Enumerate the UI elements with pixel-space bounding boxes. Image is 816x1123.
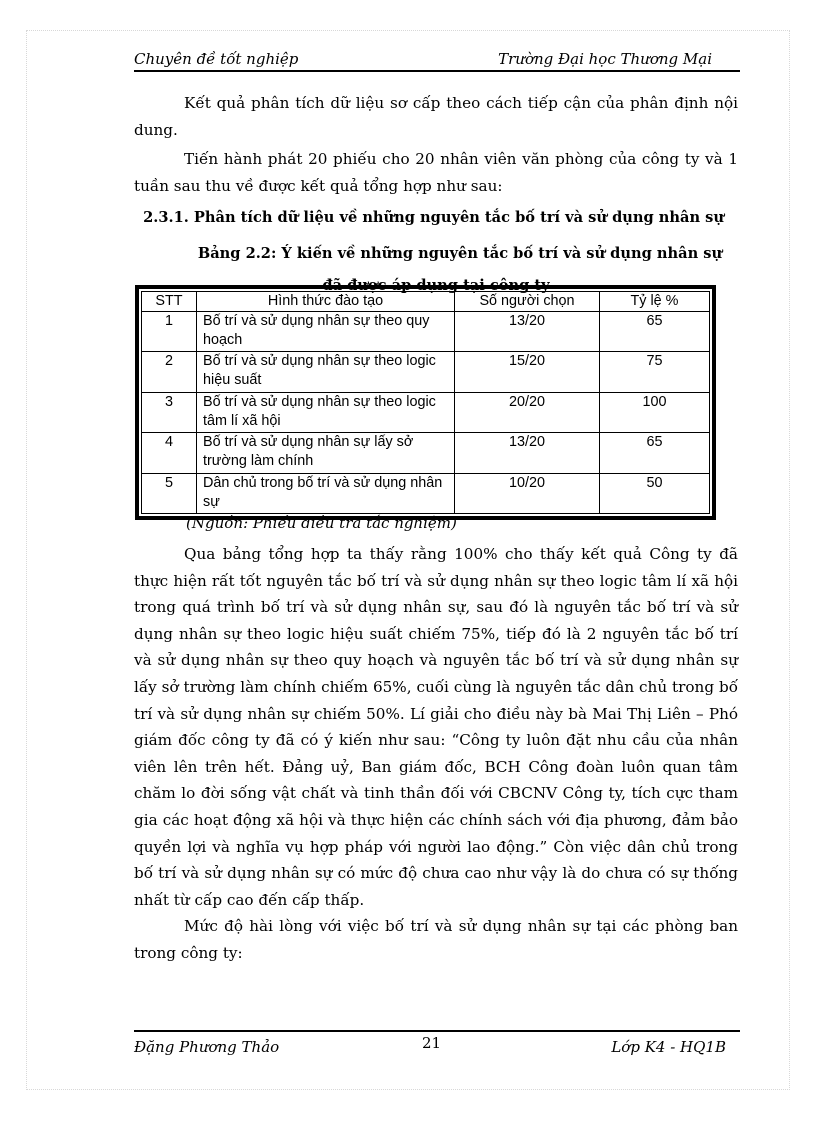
footer-author: Đặng Phương Thảo	[134, 1038, 280, 1056]
cell-stt: 2	[142, 352, 197, 392]
cell-count: 10/20	[455, 473, 600, 513]
table-title-line-1: Bảng 2.2: Ý kiến về những nguyên tắc bố trí và sử dụng nhân sự	[197, 245, 723, 262]
footer-class: Lớp K4 - HQ1B	[611, 1038, 726, 1056]
cell-percent: 65	[600, 312, 710, 352]
cell-count: 13/20	[455, 312, 600, 352]
header-university: Trường Đại học Thương Mại	[498, 50, 712, 68]
header-stt: STT	[142, 292, 197, 312]
table-row	[142, 352, 710, 392]
cell-stt: 3	[142, 392, 197, 432]
header-form: Hình thức đào tạo	[197, 292, 455, 312]
cell-stt: 4	[142, 433, 197, 473]
survey-table-frame	[135, 285, 716, 520]
cell-form: Bố trí và sử dụng nhân sự theo quy hoạch	[197, 312, 455, 352]
cell-count: 20/20	[455, 392, 600, 432]
table-row	[142, 473, 710, 513]
cell-form: Dân chủ trong bố trí và sử dụng nhân sự	[197, 473, 455, 513]
table-row	[142, 312, 710, 352]
cell-percent: 65	[600, 433, 710, 473]
survey-table	[141, 291, 710, 514]
header-count: Số người chọn	[455, 292, 600, 312]
page-header	[134, 48, 740, 72]
cell-percent: 75	[600, 352, 710, 392]
page-number: 21	[422, 1034, 442, 1052]
intro-paragraph-1: Kết quả phân tích dữ liệu sơ cấp theo cách tiếp cận của phân định nội dung.	[134, 94, 738, 139]
table-source-note: (Nguồn: Phiếu điều tra tắc nghiệm)	[186, 514, 457, 532]
page-footer	[134, 1030, 740, 1062]
analysis-section	[134, 541, 738, 967]
cell-percent: 100	[600, 392, 710, 432]
cell-form: Bố trí và sử dụng nhân sự theo logic tâm lí xã hội	[197, 392, 455, 432]
table-row	[142, 433, 710, 473]
cell-stt: 5	[142, 473, 197, 513]
table-row	[142, 392, 710, 432]
header-document-type: Chuyên đề tốt nghiệp	[134, 50, 299, 68]
intro-paragraph-2: Tiến hành phát 20 phiếu cho 20 nhân viên văn phòng của công ty và 1 tuần sau thu về được kết quả tổng hợp như sau:	[134, 150, 738, 195]
cell-count: 13/20	[455, 433, 600, 473]
cell-stt: 1	[142, 312, 197, 352]
intro-section	[134, 90, 738, 301]
analysis-paragraph: Qua bảng tổng hợp ta thấy rằng 100% cho thấy kết quả Công ty đã thực hiện rất tốt nguyên tắc bố trí và sử dụng nhân sự theo logic tâm lí xã hội trong quá trình bố trí và sử dụng nhân sự, sau đó là nguyên tắc bố trí và sử dụng nhân sự theo logic hiệu suất chiếm 75%, tiếp đó là 2 nguyên tắc bố trí và sử dụng nhân sự theo quy hoạch và nguyên tắc bố trí và sử dụng nhân sự lấy sở trường làm chính chiếm 65%, cuối cùng là nguyên tắc dân chủ trong bố trí và sử dụng nhân sự chiếm 50%. Lí giải cho điều này bà Mai Thị Liên – Phó giám đốc công ty đã có ý kiến như sau: “Công ty luôn đặt nhu cầu của nhân viên lên trên hết. Đảng uỷ, Ban giám đốc, BCH Công đoàn luôn quan tâm chăm lo đời sống vật chất và tinh thần đối với CBCNV Công ty, tích cực tham gia các hoạt động xã hội và thực hiện các chính sách với địa phương, đảm bảo quyền lợi và nghĩa vụ hợp pháp với người lao động.” Còn việc dân chủ trong bố trí và sử dụng nhân sự có mức độ chưa cao như vậy là do chưa có sự thống nhất từ cấp cao đến cấp thấp.	[134, 545, 738, 909]
header-percent: Tỷ lệ %	[600, 292, 710, 312]
cell-form: Bố trí và sử dụng nhân sự lấy sở trường làm chính	[197, 433, 455, 473]
cell-percent: 50	[600, 473, 710, 513]
satisfaction-paragraph: Mức độ hài lòng với việc bố trí và sử dụng nhân sự tại các phòng ban trong công ty:	[134, 917, 738, 962]
table-header-row	[142, 292, 710, 312]
cell-form: Bố trí và sử dụng nhân sự theo logic hiệu suất	[197, 352, 455, 392]
table-title-line-2: đã được áp dụng tại công ty	[322, 277, 550, 294]
section-heading: 2.3.1. Phân tích dữ liệu về những nguyên tắc bố trí và sử dụng nhân sự	[143, 209, 724, 226]
cell-count: 15/20	[455, 352, 600, 392]
